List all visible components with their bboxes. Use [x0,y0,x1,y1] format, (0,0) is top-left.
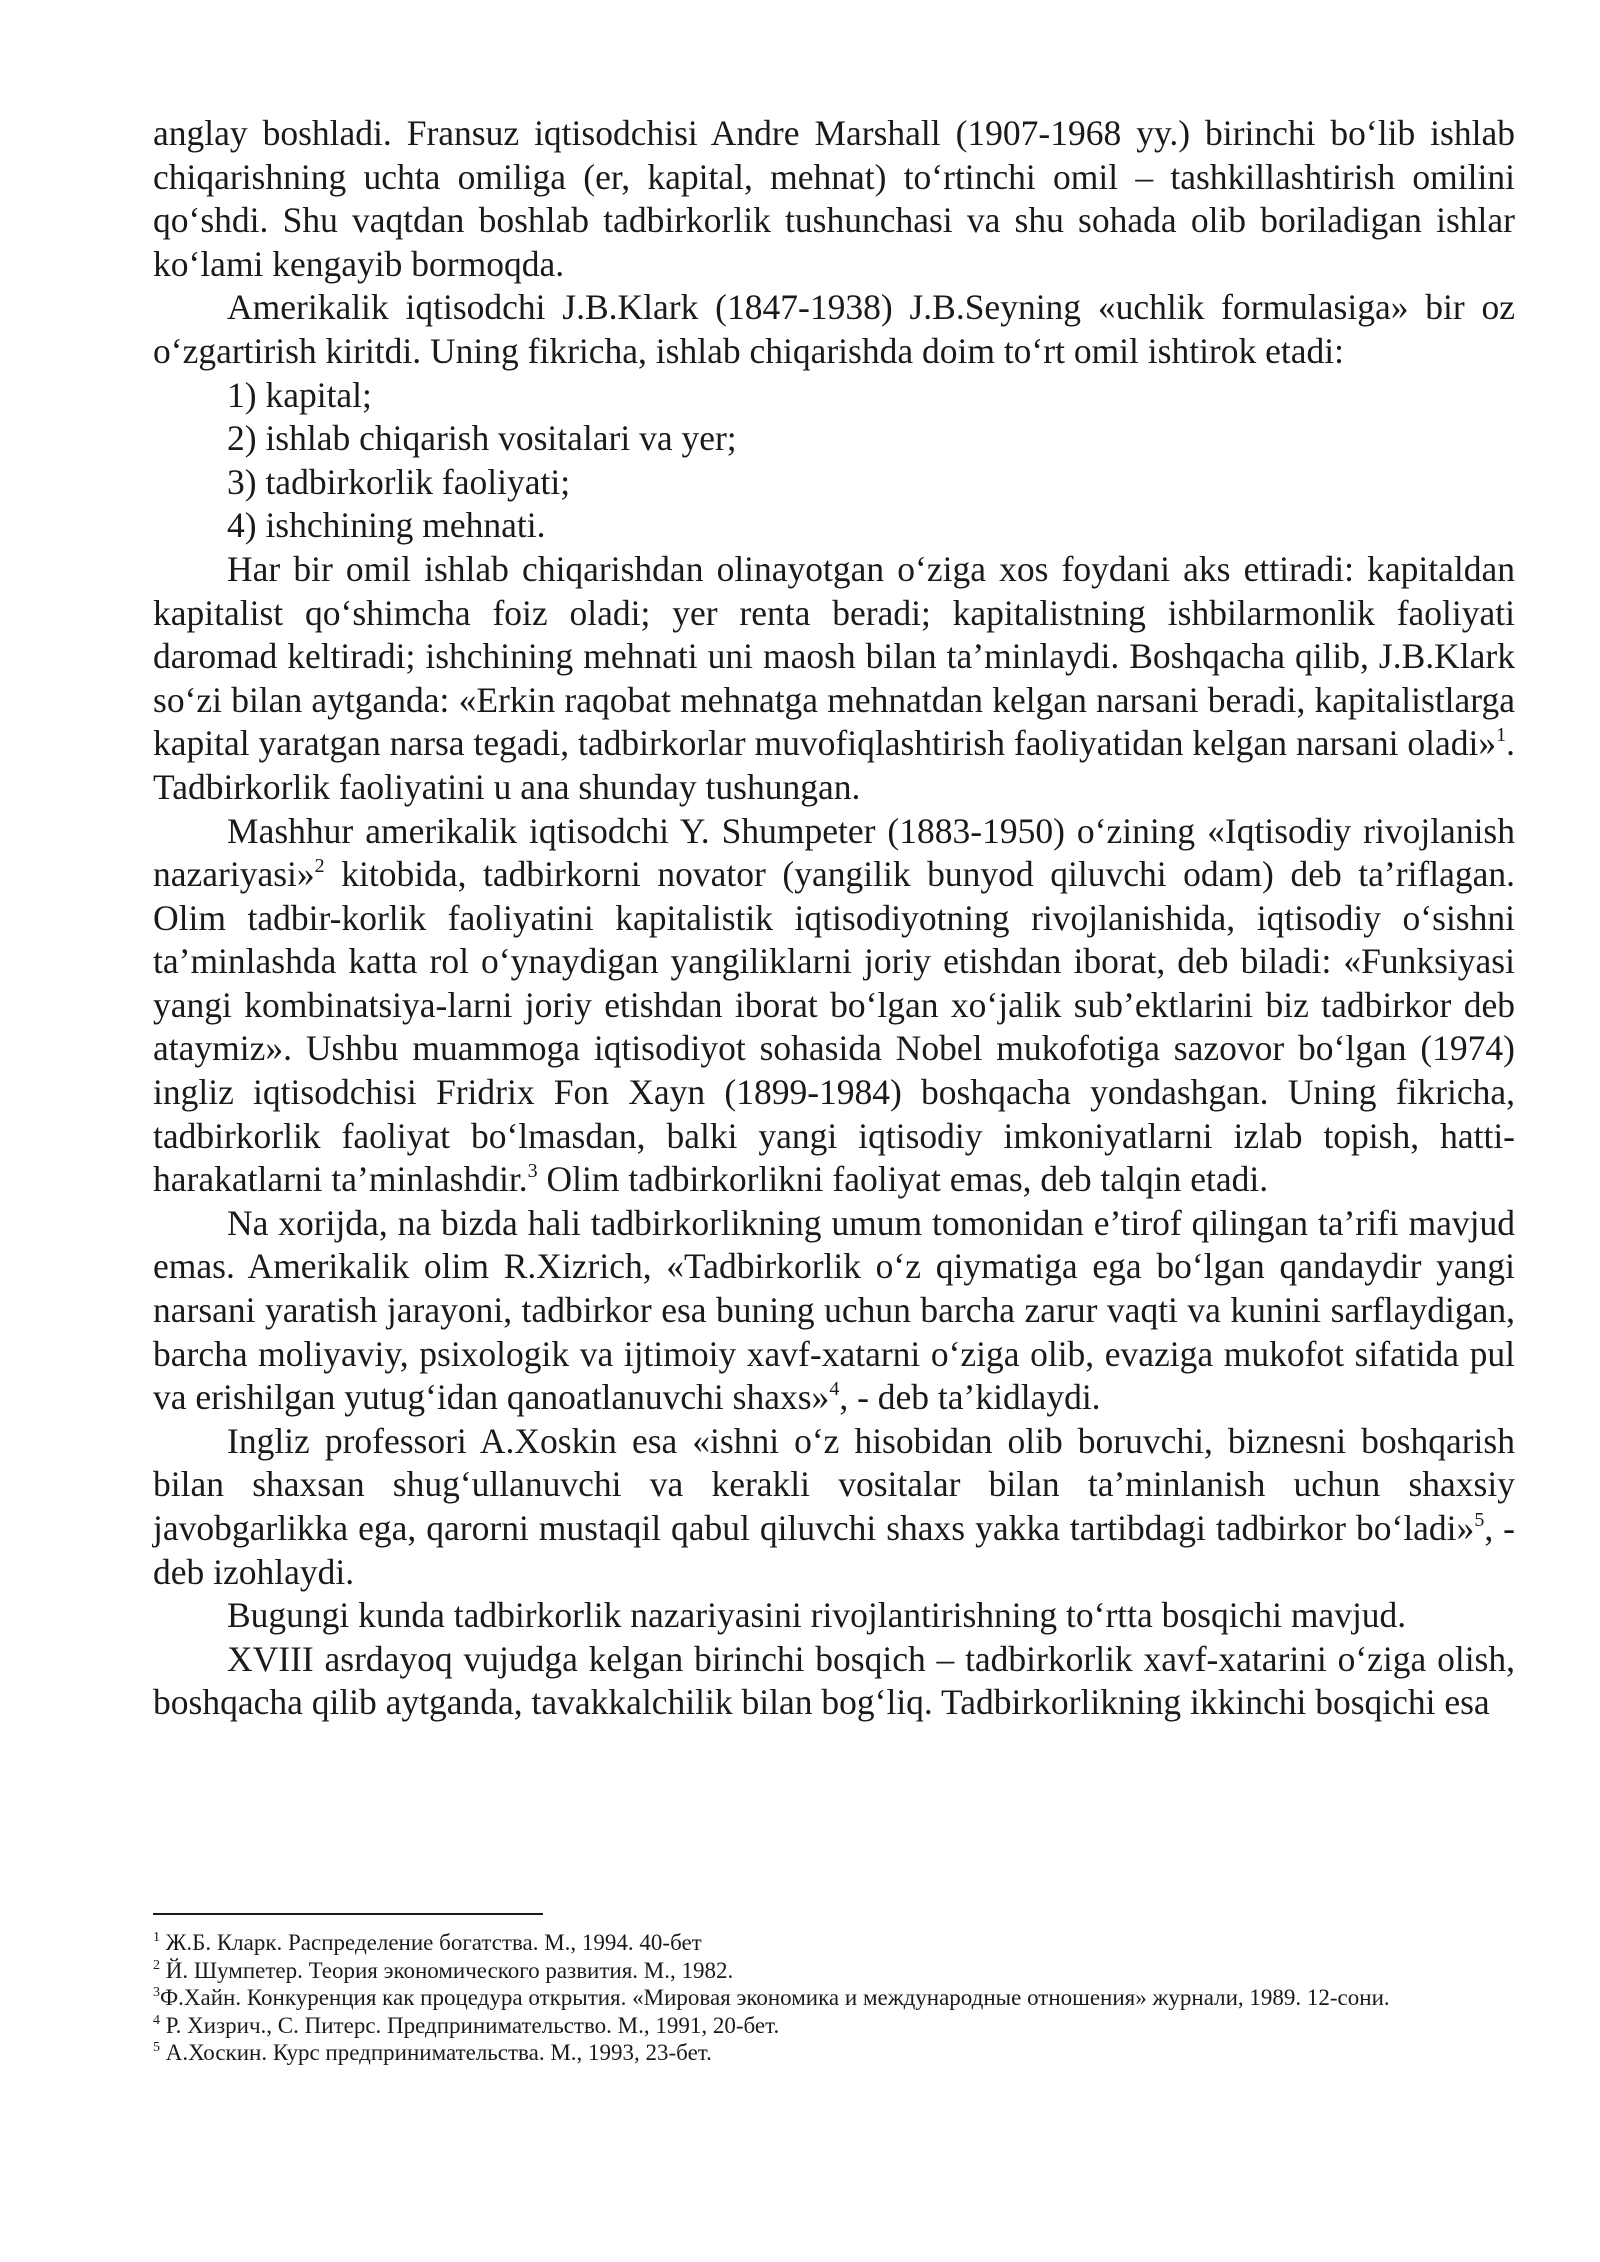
paragraph-6-text: Ingliz professori A.Xoskin esa «ishni o‘z hisobidan olib boruvchi, biznesni boshqarish bilan shaxsan shug‘ullanuvchi va kerakli vositalar bilan ta’minlanish uchun shaxsiy javobgarlikka ega, qarorni mustaqil qabul qiluvchi shaxs yakka tartibdagi tadbirkor bo‘ladi» [153,1420,1515,1548]
footnote-text: Й. Шумпетер. Теория экономического развития. М., 1982. [160,1957,734,1983]
footnote-ref[interactable]: 2 [314,855,325,878]
footnote-item [153,2012,1515,2040]
footnote-mark: 2 [153,1957,160,1973]
footnote-text: Ж.Б. Кларк. Распределение богатства. М., 1994. 40-бет [160,1930,702,1955]
footnote-item [153,1929,1515,1957]
list-item: 2) ishlab chiqarish vositalari va yer; [227,418,737,459]
paragraph-6-text-end: , - deb izohlaydi. [153,1508,1515,1592]
paragraph-3-text-end: . Tadbirkorlik faoliyatini u ana shunday tushungan. [153,723,1515,807]
paragraph-5 [153,1202,1515,1420]
paragraph-1: anglay boshladi. Fransuz iqtisodchisi Andre Marshall (1907-1968 yy.) birinchi bo‘lib ishlab chiqarishning uchta omiliga (er, kapital, mehnat) to‘rtinchi omil – tashkillashtirish omilini qo‘shdi. Shu vaqtdan boshlab tadbirkorlik tushunchasi va shu sohada olib boriladigan ishlar ko‘lami kengayib bormoqda. [153,113,1515,284]
footnote-ref[interactable]: 4 [829,1378,840,1401]
paragraph-5-text: Na xorijda, na bizda hali tadbirkorlikning umum tomonidan e’tirof qilingan ta’rifi mavjud emas. Amerikalik olim R.Xizrich, «Tadbirkorlik o‘z qiymatiga ega bo‘lgan qandaydir yangi narsani yaratish jarayoni, tadbirkor esa buning uchun barcha zarur vaqti va kunini sarflaydigan, barcha moliyaviy, psixologik va ijtimoiy xavf-xatarni o‘ziga olib, evaziga mukofot sifatida pul va erishilgan yutug‘idan qanoatlanuvchi shaxs» [153,1202,1515,1418]
paragraph-4 [153,810,1515,1202]
footnote-text: А.Хоскин. Курс предпринимательства. М., 1993, 23-бет. [160,2040,712,2066]
paragraph-2: Amerikalik iqtisodchi J.B.Klark (1847-1938) J.B.Seyning «uchlik formulasiga» bir oz o‘zgartirish kiritdi. Uning fikricha, ishlab chiqarishda doim to‘rt omil ishtirok etadi: [153,287,1515,371]
footnote-text: Р. Хизрич., С. Питерс. Предпринимательство. М., 1991, 20-бет. [160,2012,780,2038]
footnote-item [153,2039,1515,2067]
paragraph-4-text-mid: kitobida, tadbirkorni novator (yangilik bunyod qiluvchi odam) deb ta’riflagan. Olim tadbir-korlik faoliyatini kapitalistik iqtisodiyotning rivojlanishida, iqtisodiy o‘sishni ta’minlashda katta rol o‘ynaydigan yangiliklarni joriy etishdan iborat, deb biladi: «Funksiyasi yangi kombinatsiya-larni joriy etishdan iborat bo‘lgan xo‘jalik sub’ektlarini biz tadbirkor deb ataymiz». Ushbu muammoga iqtisodiyot sohasida Nobel mukofotiga sazovor bo‘lgan (1974) ingliz iqtisodchisi Fridrix Fon Xayn (1899-1984) boshqacha yondashgan. Uning fikricha, tadbirkorlik faoliyat bo‘lmasdan, balki yangi iqtisodiy imkoniyatlarni izlab topish, hatti-harakatlarni ta’minlashdir. [153,854,1515,1200]
paragraph-7: Bugungi kunda tadbirkorlik nazariyasini rivojlantirishning to‘rtta bosqichi mavjud. [227,1595,1407,1636]
footnote-mark: 4 [153,2012,160,2028]
footnote-ref[interactable]: 5 [1474,1509,1485,1531]
footnote-ref[interactable]: 3 [527,1160,538,1183]
list-item: 4) ishchining mehnati. [227,505,546,546]
paragraph-4-text-end: Olim tadbirkorlikni faoliyat emas, deb talqin etadi. [537,1159,1269,1200]
paragraph-6 [153,1420,1515,1594]
footnote-item [153,1984,1515,2012]
document-body [153,112,1515,1725]
footnote-ref[interactable]: 1 [1496,724,1507,747]
paragraph-3-text: Har bir omil ishlab chiqarishdan olinayotgan o‘ziga xos foydani aks ettiradi: kapitaldan kapitalist qo‘shimcha foiz oladi; yer renta beradi; kapitalistning ishbilarmonlik faoliyati daromad keltiradi; ishchining mehnati uni maosh bilan ta’minlaydi. Boshqacha qilib, J.B.Klark so‘zi bilan aytganda: «Erkin raqobat mehnatga mehnatdan kelgan narsani beradi, kapitalistlarga kapital yaratgan narsa tegadi, tadbirkorlar muvofiqlashtirish faoliyatidan kelgan narsani oladi» [153,548,1515,764]
paragraph-3 [153,548,1515,810]
list-item: 1) kapital; [227,374,372,415]
footnote-separator [153,1913,543,1915]
paragraph-8: XVIII asrdayoq vujudga kelgan birinchi bosqich – tadbirkorlik xavf-xatarini o‘ziga olish, boshqacha qilib aytganda, tavakkalchilik bilan bog‘liq. Tadbirkorlikning ikkinchi bosqichi esa [153,1638,1515,1723]
footnote-mark: 5 [153,2040,160,2056]
paragraph-5-text-end: , - deb ta’kidlaydi. [839,1377,1101,1418]
footnote-item [153,1957,1515,1985]
paragraph-4-text: Mashhur amerikalik iqtisodchi Y. Shumpeter (1883-1950) o‘zining «Iqtisodiy rivojlanish nazariyasi» [153,810,1515,895]
footnote-text: Ф.Хайн. Конкуренция как процедура открытия. «Мировая экономика и международные отношения» журнали, 1989. 12-сони. [160,1985,1390,2011]
footnote-mark: 3 [153,1985,160,2001]
list-item: 3) tadbirkorlik faoliyati; [227,461,571,502]
footnotes [153,1929,1515,2067]
footnote-mark: 1 [153,1930,160,1945]
